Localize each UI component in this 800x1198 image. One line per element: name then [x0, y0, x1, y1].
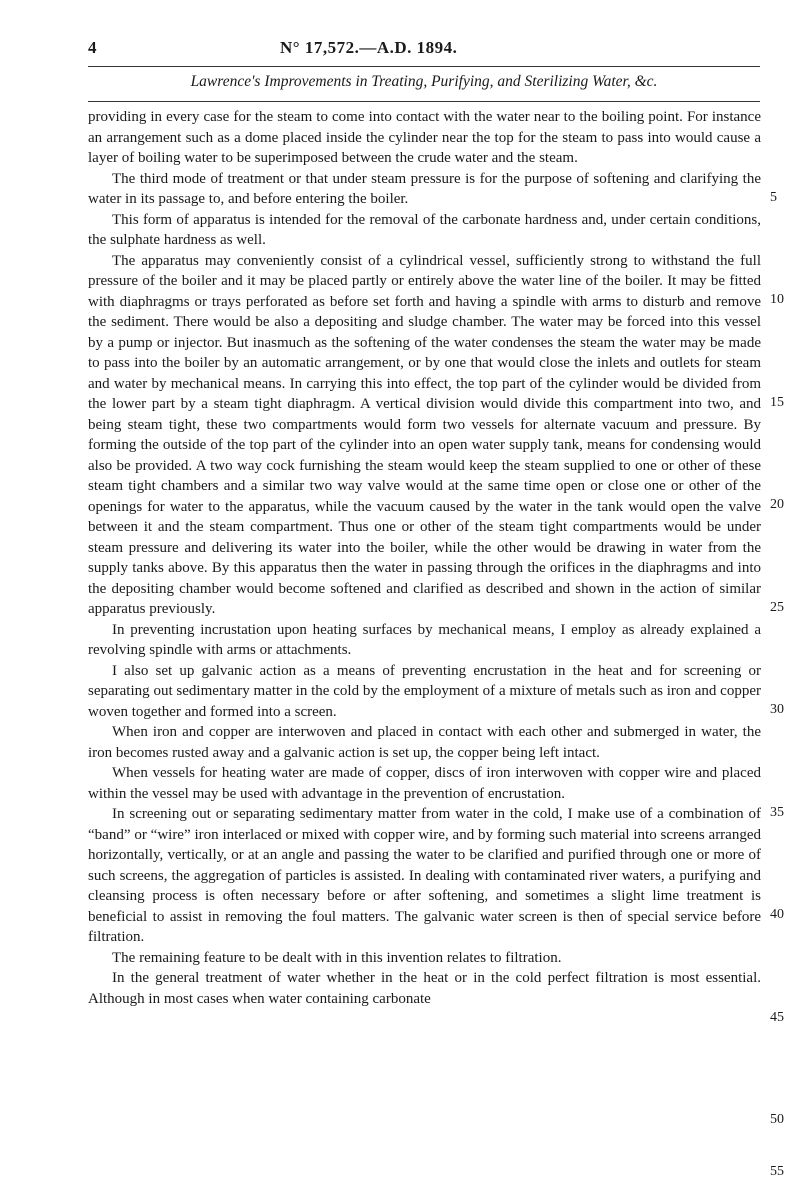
paragraph: The third mode of treatment or that under steam pressure is for the purpose of softening and clarifying the water in its passage to, and before entering the boiler. [88, 170, 761, 207]
line-number: 15 [770, 395, 784, 410]
paragraph: The remaining feature to be dealt with in this invention relates to filtration. [112, 949, 562, 966]
paragraph: The apparatus may conveniently consist of a cylindrical vessel, sufficiently strong to withstand the full pressure of the boiler and it may be placed partly or entirely above the water line of the boiler. It may be fitted with diaphragms or trays perforated as before set forth and having a spindle with arms to disturb and remove the sediment. There would be also a depositing and sludge chamber. The water may be forced into this vessel by a pump or injector. But inasmuch as the softening of the water condenses the steam the water may be made to pass into the boiler by an automatic arrangement, or by one that would close the inlets and outlets for steam and water by mechanical means. In carrying this into effect, the top part of the cylinder would be divided from the lower part by a steam tight diaphragm. A vertical division would divide this compartment into two, and being steam tight, these two compartments would form two vessels for alternate vacuum and pressure. By forming the outside of the top part of the cylinder into an open water supply tank, means for condensing would also be provided. A two way cock furnishing the steam would keep the steam supplied to one or other of these steam tight chambers and a similar two way valve would at the same time open or close one or other of the openings for water to the apparatus, while the vacuum caused by the water in the tank would open the valve between it and the steam compartment. Thus one or other of the steam tight compartments would be under steam pressure and delivering its water into the boiler, while the other would be drawing in water from the supply tanks above. By this apparatus then the water in passing through the orifices in the diaphragms and into the depositing chamber would become softened and clarified as described and shown in the action of similar apparatus previously. [88, 252, 761, 617]
line-number: 40 [770, 907, 784, 922]
body-text [88, 107, 761, 1009]
paragraph: When vessels for heating water are made of copper, discs of iron interwoven with copper wire and placed within the vessel may be used with advantage in the prevention of encrustation. [88, 765, 761, 802]
running-title: Lawrence's Improvements in Treating, Purifying, and Sterilizing Water, &c. [190, 73, 658, 90]
line-number: 10 [770, 292, 784, 307]
line-number: 25 [770, 600, 784, 615]
line-number: 50 [770, 1112, 784, 1127]
paragraph: providing in every case for the steam to come into contact with the water near to the boiling point. For instance an arrangement such as a dome placed inside the cylinder near the top for the steam to pass into would cause a layer of boiling water to be superimposed between the crude water and the steam. [88, 109, 761, 166]
line-number: 5 [770, 190, 777, 205]
paragraph: When iron and copper are interwoven and placed in contact with each other and submerged in water, the iron becomes rusted away and a galvanic action is set up, the copper being left intact. [88, 724, 761, 761]
paragraph: This form of apparatus is intended for the removal of the carbonate hardness and, under certain conditions, the sulphate hardness as well. [88, 211, 761, 248]
paragraph: In preventing incrustation upon heating surfaces by mechanical means, I employ as already explained a revolving spindle with arms or attachments. [88, 621, 761, 658]
line-number: 20 [770, 497, 784, 512]
line-number: 30 [770, 702, 784, 717]
line-number: 45 [770, 1010, 784, 1025]
header-rule-top [88, 66, 760, 67]
page-number: 4 [88, 38, 97, 57]
patent-reference: N° 17,572.—A.D. 1894. [280, 38, 458, 57]
paragraph: I also set up galvanic action as a means of preventing encrustation in the heat and for screening or separating out sedimentary matter in the cold by the employment of a mixture of metals such as iron and copper woven together and formed into a screen. [88, 662, 761, 720]
paragraph: In screening out or separating sedimentary matter from water in the cold, I make use of a combination of “band” or “wire” iron interlaced or mixed with copper wire, and by forming such material into screens arranged horizontally, vertically, or at an angle and passing the water to be clarified and purified through one or more of such screens, the aggregation of particles is assisted. In dealing with contaminated river waters, a purifying and cleansing process is often necessary before or after softening, and sometimes a slight lime treatment is beneficial to assist in removing the foul matters. The galvanic water screen is then of special service before filtration. [88, 806, 761, 945]
line-number: 55 [770, 1164, 784, 1179]
header-rule-bottom [88, 101, 760, 102]
line-number: 35 [770, 805, 784, 820]
paragraph: In the general treatment of water whether in the heat or in the cold perfect filtration is most essential. Although in most cases when water containing carbonate [88, 970, 761, 1007]
